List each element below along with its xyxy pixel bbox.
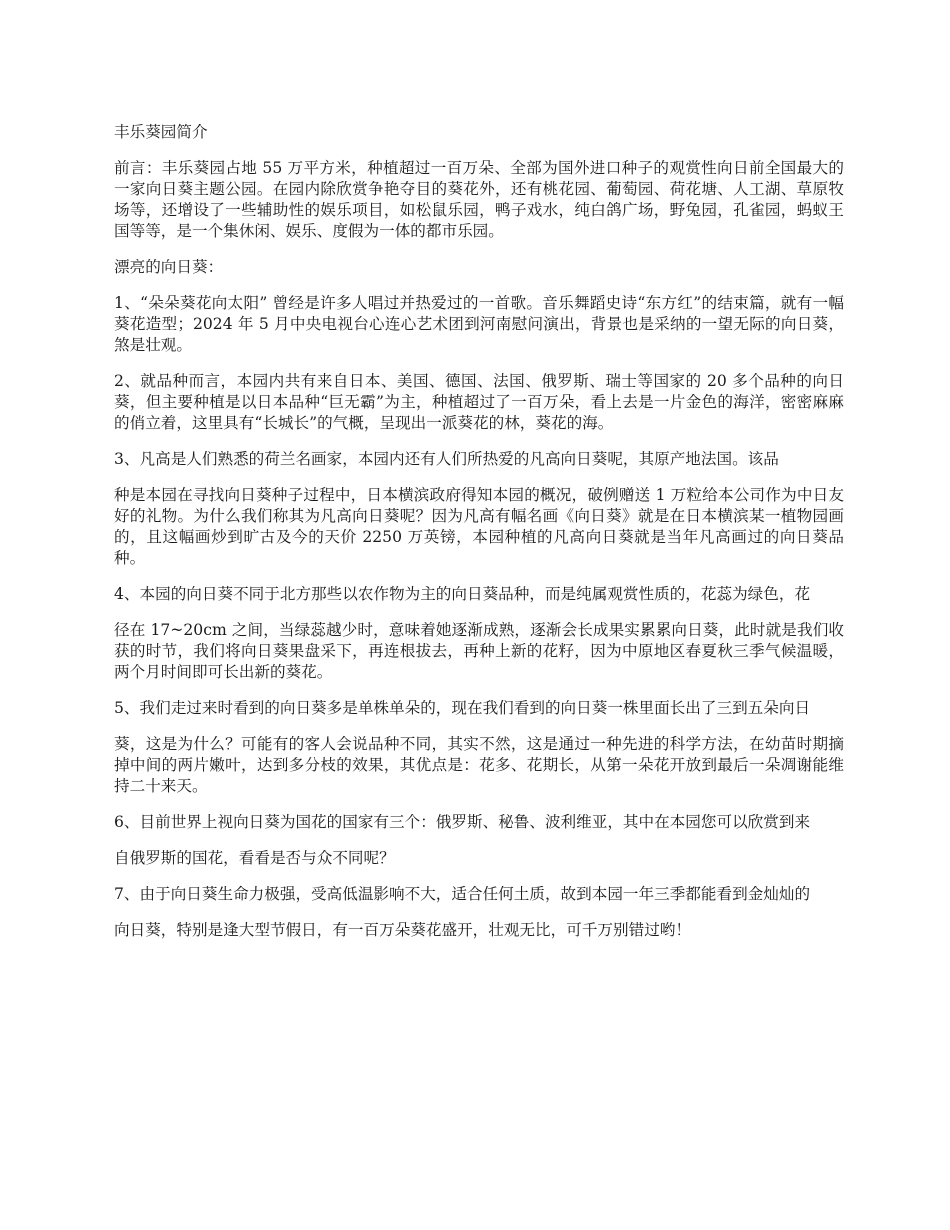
document-page [114,122,844,956]
paragraph-6-continued: 自俄罗斯的国花，看看是否与众不同呢？ [114,849,395,867]
paragraph-5: 5、我们走过来时看到的向日葵多是单株单朵的，现在我们看到的向日葵一株里面长出了三到五朵向日 [114,699,811,717]
paragraph-4: 4、本园的向日葵不同于北方那些以农作物为主的向日葵品种，而是纯属观赏性质的，花蕊为绿色，花 [114,585,811,603]
paragraph-3: 3、凡高是人们熟悉的荷兰名画家，本园内还有人们所热爱的凡高向日葵呢，其原产地法国。该品 [114,450,779,468]
paragraph-6: 6、目前世界上视向日葵为国花的国家有三个：俄罗斯、秘鲁、波利维亚，其中在本园您可以欣赏到来 [114,813,811,831]
paragraph-3-continued: 种是本园在寻找向日葵种子过程中，日本横滨政府得知本园的概况，破例赠送 1 万粒给本公司作为中日友好的礼物。为什么我们称其为凡高向日葵呢？因为凡高有幅名画《向日葵》就是在日本横滨某一植物园画的，且这幅画炒到旷古及今的天价 2250 万英镑，本园种植的凡高向日葵就是当年凡高画过的向日葵品种。 [114,486,844,567]
document-title: 丰乐葵园简介 [114,123,208,141]
paragraph-7: 7、由于向日葵生命力极强，受高低温影响不大，适合任何土质，故到本园一年三季都能看到金灿灿的 [114,885,811,903]
paragraph-2: 2、就品种而言，本园内共有来自日本、美国、德国、法国、俄罗斯、瑞士等国家的 20 多个品种的向日葵，但主要种植是以日本品种“巨无霸”为主，种植超过了一百万朵，看上去是一片金色的海洋，密密麻麻的俏立着，这里具有“长城长”的气概，呈现出一派葵花的林，葵花的海。 [114,372,844,432]
section-heading: 漂亮的向日葵： [114,258,224,276]
paragraph-preface: 前言：丰乐葵园占地 55 万平方米，种植超过一百万朵、全部为国外进口种子的观赏性向日前全国最大的一家向日葵主题公园。在园内除欣赏争艳夺目的葵花外，还有桃花园、葡萄园、荷花塘、人工湖、草原牧场等，还增设了一些辅助性的娱乐项目，如松鼠乐园，鸭子戏水，纯白鸽广场，野兔园，孔雀园，蚂蚁王国等等，是一个集休闲、娱乐、度假为一体的都市乐园。 [114,159,844,240]
paragraph-5-continued: 葵，这是为什么？可能有的客人会说品种不同，其实不然，这是通过一种先进的科学方法，在幼苗时期摘掉中间的两片嫩叶，达到多分枝的效果，其优点是：花多、花期长，从第一朵花开放到最后一朵凋谢能维持二十来天。 [114,735,844,795]
paragraph-7-continued: 向日葵，特别是逢大型节假日，有一百万朵葵花盛开，壮观无比，可千万别错过哟！ [114,921,691,939]
paragraph-1: 1、“朵朵葵花向太阳” 曾经是许多人唱过并热爱过的一首歌。音乐舞蹈史诗“东方红”的结束篇，就有一幅葵花造型；2024 年 5 月中央电视台心连心艺术团到河南慰问演出，背景也是采纳的一望无际的向日葵，煞是壮观。 [114,294,844,354]
paragraph-4-continued: 径在 17~20cm 之间，当绿蕊越少时，意味着她逐渐成熟，逐渐会长成果实累累向日葵，此时就是我们收获的时节，我们将向日葵果盘采下，再连根拔去，再种上新的花籽，因为中原地区春夏秋三季气候温暖，两个月时间即可长出新的葵花。 [114,621,844,681]
